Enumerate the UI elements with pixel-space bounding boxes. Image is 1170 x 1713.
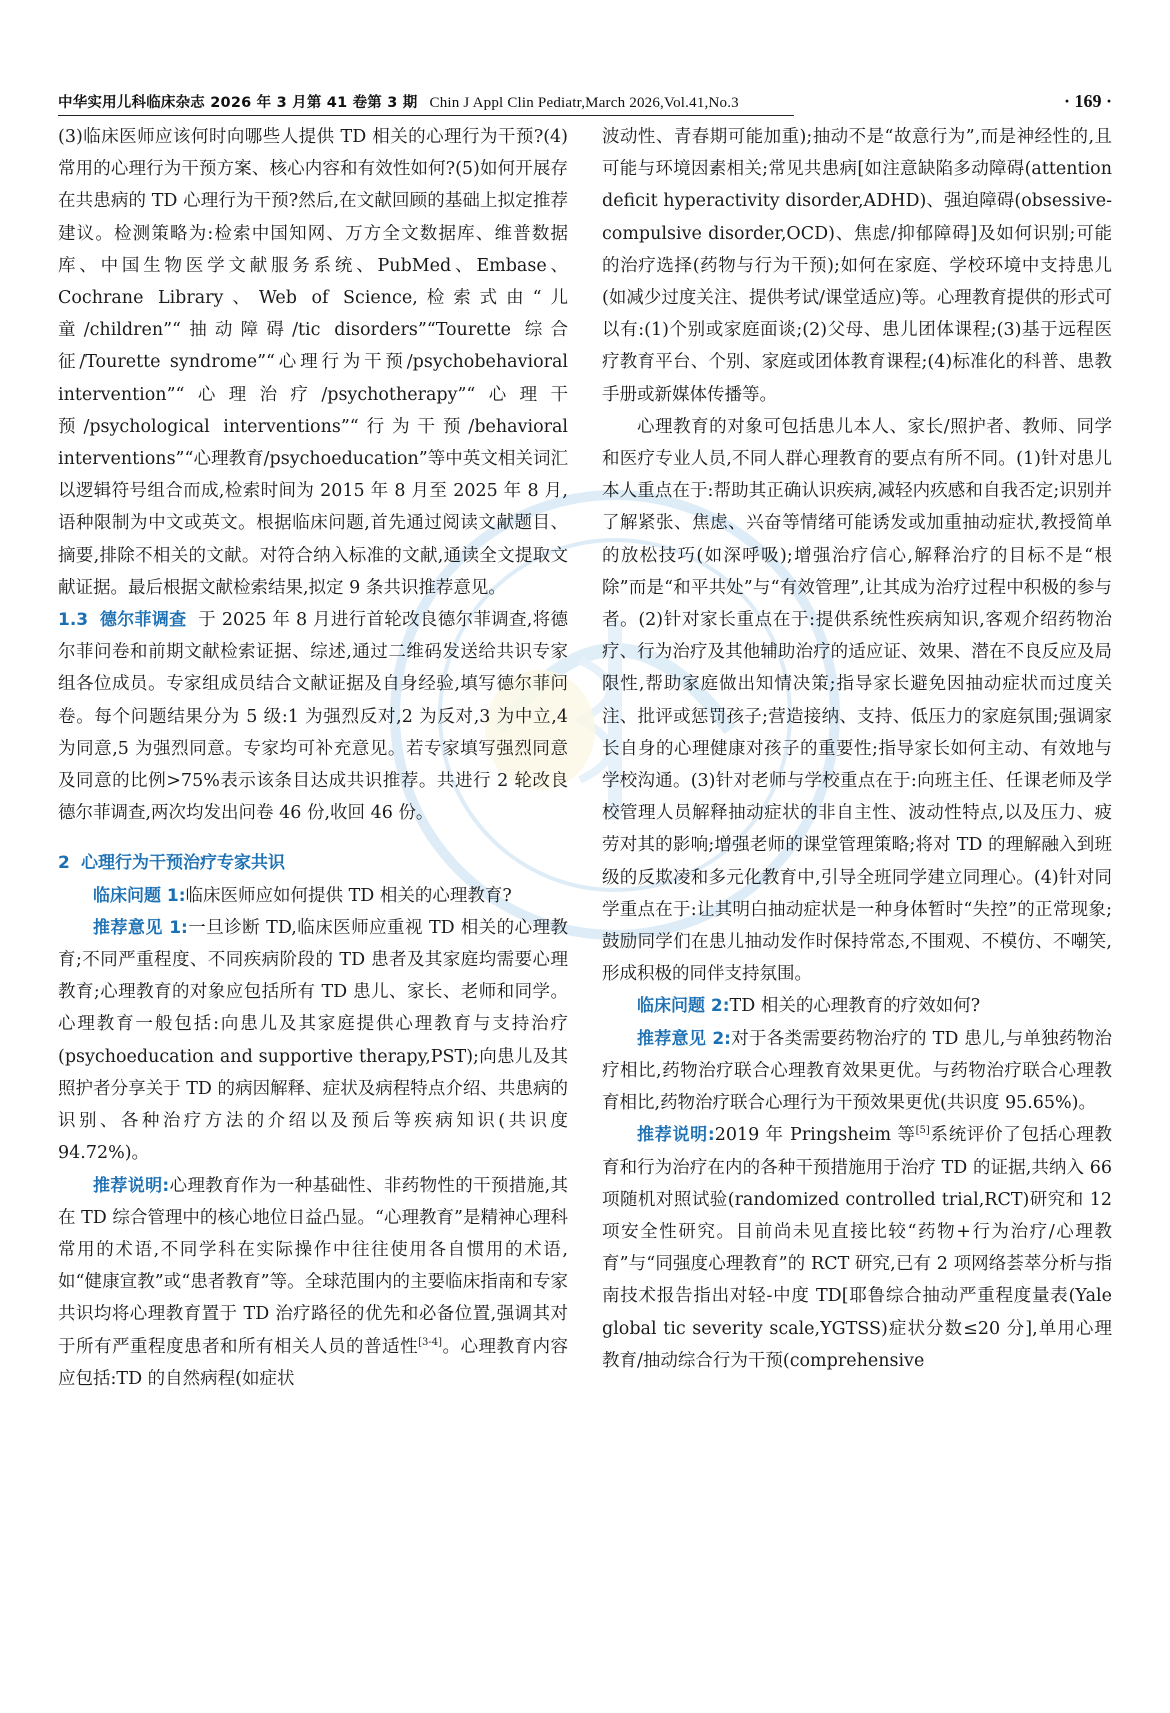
section-body: 于 2025 年 8 月进行首轮改良德尔菲调查,将德尔菲问卷和前期文献检索证据、综述,通过二维码发送给共识专家组各位成员。专家组成员结合文献证据及自身经验,填写德尔菲问卷。每个问题结果分为 5 级:1 为强烈反对,2 为反对,3 为中立,4 为同意,5 为强烈同意。专家均可补充意见。若专家填写强烈同意及同意的比例>75%表示该条目达成共识推荐。共进行 2 轮改良德尔菲调查,两次均发出问卷 46 份,收回 46 份。 [58, 610, 568, 824]
citation-ref: [3-4] [418, 1336, 442, 1348]
clinical-question-1 [58, 880, 568, 912]
paragraph: 波动性、青春期可能加重);抽动不是“故意行为”,而是神经性的,且可能与环境因素相关;常见共患病[如注意缺陷多动障碍(attention deficit hyperactivity disorder,ADHD)、强迫障碍(obsessive-compulsive disorder,OCD)、焦虑/抑郁障碍]及如何识别;可能的治疗选择(药物与行为干预);如何在家庭、学校环境中支持患儿(如减少过度关注、提供考试/课堂适应)等。心理教育提供的形式可以有:(1)个别或家庭面谈;(2)父母、患儿团体课程;(3)基于远程医疗教育平台、个别、家庭或团体教育课程;(4)标准化的科普、患教手册或新媒体传播等。 [602, 127, 1112, 405]
left-column [58, 121, 568, 1681]
explanation-1 [58, 1170, 568, 1395]
clinical-question-2 [602, 990, 1112, 1022]
journal-name-en: Chin J Appl Clin Pediatr,March 2026,Vol.41,No.3 [429, 95, 739, 111]
explanation-label: 推荐说明: [93, 1175, 170, 1196]
recommendation-text: 一旦诊断 TD,临床医师应重视 TD 相关的心理教育;不同严重程度、不同疾病阶段的 TD 患者及其家庭均需要心理教育;心理教育的对象应包括所有 TD 患儿、家长、老师和同学。心理教育一般包括:向患儿及其家庭提供心理教育与支持治疗(psychoeducation and supportive therapy,PST);向患儿及其照护者分享关于 TD 的病因解释、症状及病程特点介绍、共患病的识别、各种治疗方法的介绍以及预后等疾病知识(共识度 94.72%)。 [58, 917, 568, 1164]
section-1-3 [58, 604, 568, 829]
journal-name-cn: 中华实用儿科临床杂志 2026 年 3 月第 41 卷第 3 期 [58, 95, 418, 111]
explanation-text: 系统评价了包括心理教育和行为治疗在内的各种干预措施用于治疗 TD 的证据,共纳入 66 项随机对照试验(randomized controlled trial,RCT)研究和 12 项安全性研究。目前尚未见直接比较“药物+行为治疗/心理教育”与“同强度心理教育”的 RCT 研究,已有 2 项网络荟萃分析与指南技术报告指出对轻-中度 TD[耶鲁综合抽动严重程度量表(Yale global tic severity scale,YGTSS)症状分数≤20 分],单用心理教育/抽动综合行为干预(comprehensive [602, 1125, 1112, 1371]
question-text: 临床医师应如何提供 TD 相关的心理教育? [185, 885, 512, 906]
section-2-heading [58, 847, 568, 879]
question-label: 临床问题 1: [93, 885, 186, 906]
question-text: TD 相关的心理教育的疗效如何? [729, 996, 981, 1017]
recommendation-2 [602, 1023, 1112, 1120]
explanation-tail: 。心理教育内容应包括:TD 的自然病程(如症状 [58, 1336, 568, 1389]
explanation-label: 推荐说明: [637, 1125, 715, 1146]
section-number: 2 [58, 853, 70, 874]
header-rule [58, 115, 794, 116]
recommendation-text: 对于各类需要药物治疗的 TD 患儿,与单独药物治疗相比,药物治疗联合心理教育效果更优。与药物治疗联合心理教育相比,药物治疗联合心理行为干预效果更优(共识度 95.65%)。 [602, 1028, 1112, 1114]
question-label: 临床问题 2: [637, 996, 730, 1017]
recommendation-label: 推荐意见 2: [637, 1028, 731, 1049]
page-number: · 169 · [1063, 91, 1112, 111]
explanation-head: 2019 年 Pringsheim 等 [714, 1125, 916, 1146]
citation-ref: [5] [915, 1125, 930, 1137]
running-header [58, 84, 1112, 112]
section-title: 心理行为干预治疗专家共识 [80, 853, 285, 874]
recommendation-label: 推荐意见 1: [93, 917, 188, 938]
paragraph: 心理教育的对象可包括患儿本人、家长/照护者、教师、同学和医疗专业人员,不同人群心理教育的要点有所不同。(1)针对患儿本人重点在于:帮助其正确认识疾病,减轻内疚感和自我否定;识别并了解紧张、焦虑、兴奋等情绪可能诱发或加重抽动症状,教授简单的放松技巧(如深呼吸);增强治疗信心,解释治疗的目标不是“根除”而是“和平共处”与“有效管理”,让其成为治疗过程中积极的参与者。(2)针对家长重点在于:提供系统性疾病知识,客观介绍药物治疗、行为治疗及其他辅助治疗的适应证、效果、潜在不良反应及局限性,帮助家庭做出知情决策;指导家长避免因抽动症状而过度关注、批评或惩罚孩子;营造接纳、支持、低压力的家庭氛围;强调家长自身的心理健康对孩子的重要性;指导家长如何主动、有效地与学校沟通。(3)针对老师与学校重点在于:向班主任、任课老师及学校管理人员解释抽动症状的非自主性、波动性特点,以及压力、疲劳对其的影响;增强老师的课堂管理策略;将对 TD 的理解融入到班级的反欺凌和多元化教育中,引导全班同学建立同理心。(4)针对同学重点在于:让其明白抽动症状是一种身体暂时“失控”的正常现象;鼓励同学们在患儿抽动发作时保持常态,不围观、不模仿、不嘲笑,形成积极的同伴支持氛围。 [602, 416, 1112, 985]
section-title: 德尔菲调查 [99, 610, 187, 631]
paragraph: (3)临床医师应该何时向哪些人提供 TD 相关的心理行为干预?(4)常用的心理行为干预方案、核心内容和有效性如何?(5)如何开展存在共患病的 TD 心理行为干预?然后,在文献回顾的基础上拟定推荐建议。检测策略为:检索中国知网、万方全文数据库、维普数据库、中国生物医学文献服务系统、PubMed、Embase、Cochrane Library、Web of Science,检索式由“儿童/children”“抽动障碍/tic disorders”“Tourette 综合征/Tourette syndrome”“心理行为干预/psychobehavioral intervention”“心理治疗/psychotherapy”“心理干预/psychological interventions”“行为干预/behavioral interventions”“心理教育/psychoeducation”等中英文相关词汇以逻辑符号组合而成,检索时间为 2015 年 8 月至 2025 年 8 月,语种限制为中文或英文。根据临床问题,首先通过阅读文献题目、摘要,排除不相关的文献。对符合纳入标准的文献,通读全文提取文献证据。最后根据文献检索结果,拟定 9 条共识推荐意见。 [58, 127, 568, 598]
explanation-text: 心理教育作为一种基础性、非药物性的干预措施,其在 TD 综合管理中的核心地位日益凸显。“心理教育”是精神心理科常用的术语,不同学科在实际操作中往往使用各自惯用的术语,如“健康宣教”或“患者教育”等。全球范围内的主要临床指南和专家共识均将心理教育置于 TD 治疗路径的优先和必备位置,强调其对于所有严重程度患者和所有相关人员的普适性 [58, 1175, 568, 1357]
right-column [602, 121, 1112, 1681]
section-number: 1.3 [58, 610, 89, 631]
journal-citation [58, 91, 739, 112]
recommendation-1 [58, 912, 568, 1170]
explanation-2 [602, 1119, 1112, 1377]
